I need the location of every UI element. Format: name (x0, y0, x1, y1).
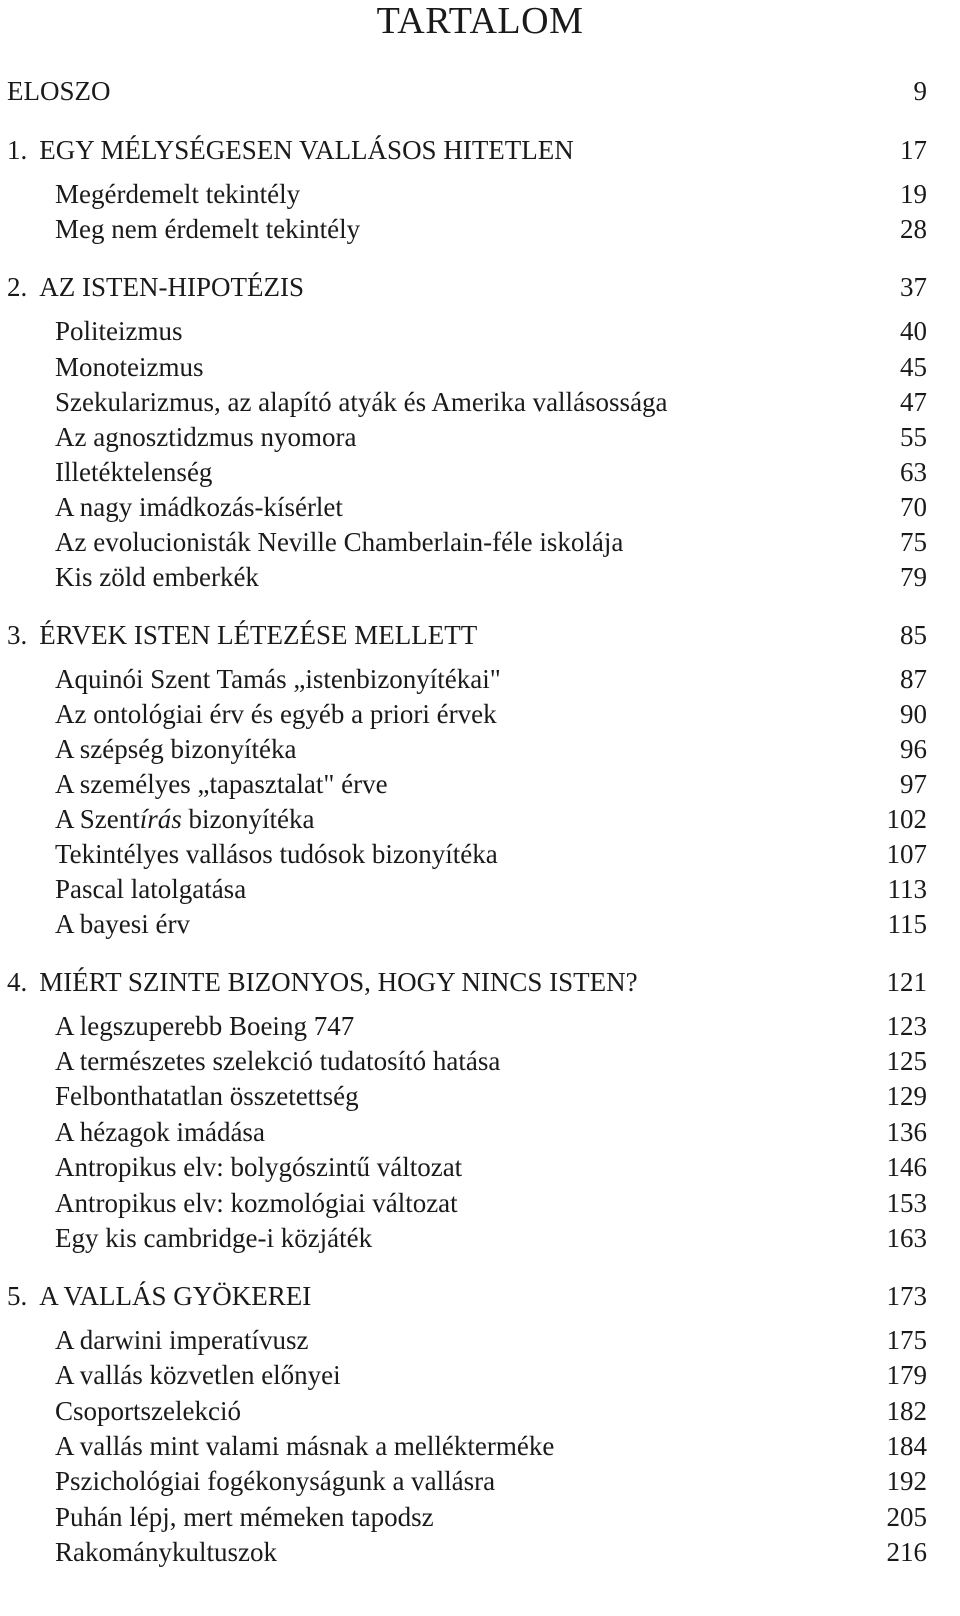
toc-section-title: Kis zöld emberkék (55, 562, 259, 592)
toc-chapter-3[interactable] (0, 617, 960, 653)
toc-section-title: A vallás közvetlen előnyei (55, 1360, 341, 1390)
toc-page-number: 19 (900, 179, 927, 209)
toc-page-number: 175 (886, 1325, 927, 1355)
toc-page-number: 153 (886, 1188, 927, 1218)
toc-section-title: Aquinói Szent Tamás „istenbizonyítékai" (55, 664, 501, 694)
toc-section-title: Antropikus elv: bolygószintű változat (55, 1152, 463, 1182)
toc-page-number: 179 (886, 1360, 927, 1390)
toc-section[interactable] (0, 1499, 960, 1535)
toc-section-title (55, 801, 315, 837)
toc-chapter-title (7, 617, 477, 653)
toc-page-number: 87 (900, 664, 927, 694)
toc-section-title: Az ontológiai érv és egyéb a priori érvek (55, 699, 497, 729)
toc-page-number: 129 (886, 1081, 927, 1111)
toc-page-number: 63 (900, 457, 927, 487)
toc-page-number: 79 (900, 562, 927, 592)
toc-section[interactable] (0, 559, 960, 595)
toc-section[interactable] (0, 419, 960, 455)
toc-section[interactable] (0, 524, 960, 560)
toc-section-title: Rakománykultuszok (55, 1537, 277, 1567)
toc-chapter-title: ELOSZO (7, 76, 111, 106)
toc-section-title: A vallás mint valami másnak a mellékterméke (55, 1431, 555, 1461)
toc-section[interactable] (0, 836, 960, 872)
toc-section-title: Megérdemelt tekintély (55, 179, 301, 209)
toc-section[interactable] (0, 766, 960, 802)
toc-chapter-title (7, 1278, 311, 1314)
toc-chapter-title (7, 269, 304, 305)
toc-chapter-5[interactable] (0, 1278, 960, 1314)
toc-section[interactable] (0, 906, 960, 942)
toc-section[interactable] (0, 1185, 960, 1221)
toc-section-title-part: bizonyítéka (181, 804, 315, 834)
toc-chapter-number: 3. (7, 620, 28, 650)
toc-section-title: Monoteizmus (55, 352, 204, 382)
toc-section-title: Az evolucionisták Neville Chamberlain-féle iskolája (55, 527, 624, 557)
toc-chapter-title (7, 132, 574, 168)
toc-chapter-2[interactable] (0, 269, 960, 305)
toc-page-number: 102 (886, 804, 927, 834)
toc-section[interactable] (0, 1428, 960, 1464)
toc-section-title: A bayesi érv (55, 909, 190, 939)
toc-section[interactable] (0, 176, 960, 212)
toc-page-number: 9 (913, 76, 927, 106)
toc-section[interactable] (0, 801, 960, 837)
toc-page-number: 205 (886, 1502, 927, 1532)
toc-section[interactable] (0, 1149, 960, 1185)
toc-section-title: Politeizmus (55, 316, 183, 346)
toc-section-title-italic: írás (139, 804, 182, 834)
toc-page-number: 163 (886, 1223, 927, 1253)
toc-chapter-label: MIÉRT SZINTE BIZONYOS, HOGY NINCS ISTEN? (39, 967, 638, 997)
toc-page-number: 115 (887, 909, 927, 939)
toc-section[interactable] (0, 661, 960, 697)
toc-section[interactable] (0, 1220, 960, 1256)
toc-section-title: A nagy imádkozás-kísérlet (55, 492, 343, 522)
toc-section-title: Az agnosztidzmus nyomora (55, 422, 357, 452)
toc-section-title-part: A Szent (55, 804, 140, 834)
toc-chapter-1[interactable] (0, 132, 960, 168)
toc-page-number: 40 (900, 316, 927, 346)
toc-section-title: Tekintélyes vallásos tudósok bizonyítéka (55, 839, 498, 869)
toc-section-title: A hézagok imádása (55, 1117, 265, 1147)
toc-page-number: 107 (886, 839, 927, 869)
toc-page-number: 90 (900, 699, 927, 729)
toc-page-number: 17 (900, 135, 927, 165)
toc-section-title: Szekularizmus, az alapító atyák és Amerika vallásossága (55, 387, 668, 417)
toc-chapter-number: 2. (7, 272, 28, 302)
toc-page-number: 113 (887, 874, 927, 904)
toc-chapter-number: 1. (7, 135, 28, 165)
toc-section[interactable] (0, 1393, 960, 1429)
toc-chapter-number: 4. (7, 967, 28, 997)
toc-section[interactable] (0, 1114, 960, 1150)
toc-section-title: A szépség bizonyítéka (55, 734, 297, 764)
toc-section-title: A legszuperebb Boeing 747 (55, 1011, 355, 1041)
toc-page-number: 123 (886, 1011, 927, 1041)
toc-page-number: 97 (900, 769, 927, 799)
page-title: TARTALOM (376, 0, 584, 42)
toc-section[interactable] (0, 1078, 960, 1114)
toc-page-number: 96 (900, 734, 927, 764)
toc-page-number: 125 (886, 1046, 927, 1076)
toc-section-title: Puhán lépj, mert mémeken tapodsz (55, 1502, 434, 1532)
toc-chapter-label: AZ ISTEN-HIPOTÉZIS (39, 272, 304, 302)
toc-page-number: 192 (886, 1466, 927, 1496)
toc-page-number: 216 (886, 1537, 927, 1567)
toc-section-title: Antropikus elv: kozmológiai változat (55, 1188, 458, 1218)
toc-section[interactable] (0, 1463, 960, 1499)
toc-section[interactable] (0, 1534, 960, 1570)
toc-page-number: 47 (900, 387, 927, 417)
toc-section[interactable] (0, 731, 960, 767)
toc-page-number: 121 (886, 967, 927, 997)
toc-page-number: 37 (900, 272, 927, 302)
toc-section[interactable] (0, 489, 960, 525)
toc-section[interactable] (0, 696, 960, 732)
toc-section[interactable] (0, 313, 960, 349)
toc-section-title: A darwini imperatívusz (55, 1325, 309, 1355)
toc-section-title: A személyes „tapasztalat" érve (55, 769, 388, 799)
toc-page-number: 173 (886, 1281, 927, 1311)
toc-page-number: 45 (900, 352, 927, 382)
toc-section-title: Pszichológiai fogékonyságunk a vallásra (55, 1466, 496, 1496)
toc-section-title: A természetes szelekció tudatosító hatása (55, 1046, 501, 1076)
toc-section[interactable] (0, 384, 960, 420)
toc-section-title: Meg nem érdemelt tekintély (55, 214, 361, 244)
toc-section[interactable] (0, 1008, 960, 1044)
toc-chapter-label: EGY MÉLYSÉGESEN VALLÁSOS HITETLEN (39, 135, 574, 165)
toc-page-number: 75 (900, 527, 927, 557)
toc-chapter-title (7, 964, 638, 1000)
toc-page-number: 28 (900, 214, 927, 244)
toc-page-number: 184 (886, 1431, 927, 1461)
toc-chapter-preface[interactable] (0, 73, 960, 109)
toc-page-number: 70 (900, 492, 927, 522)
toc-section[interactable] (0, 1357, 960, 1393)
toc-page-number: 85 (900, 620, 927, 650)
toc-section[interactable] (0, 1322, 960, 1358)
toc-section[interactable] (0, 1043, 960, 1079)
toc-section-title: Pascal latolgatása (55, 874, 247, 904)
toc-page-number: 55 (900, 422, 927, 452)
toc-section-title: Csoportszelekció (55, 1396, 241, 1426)
toc-section[interactable] (0, 211, 960, 247)
toc-section-title: Felbonthatatlan összetettség (55, 1081, 359, 1111)
toc-page-number: 182 (886, 1396, 927, 1426)
toc-chapter-number: 5. (7, 1281, 28, 1311)
toc-section-title: Illetéktelenség (55, 457, 213, 487)
toc-page-number: 146 (886, 1152, 927, 1182)
toc-section[interactable] (0, 349, 960, 385)
toc-chapter-label: A VALLÁS GYÖKEREI (39, 1281, 312, 1311)
toc-section-title: Egy kis cambridge-i közjáték (55, 1223, 373, 1253)
toc-page-number: 136 (886, 1117, 927, 1147)
toc-chapter-4[interactable] (0, 964, 960, 1000)
toc-section[interactable] (0, 871, 960, 907)
toc-chapter-label: ÉRVEK ISTEN LÉTEZÉSE MELLETT (39, 620, 478, 650)
toc-section[interactable] (0, 454, 960, 490)
